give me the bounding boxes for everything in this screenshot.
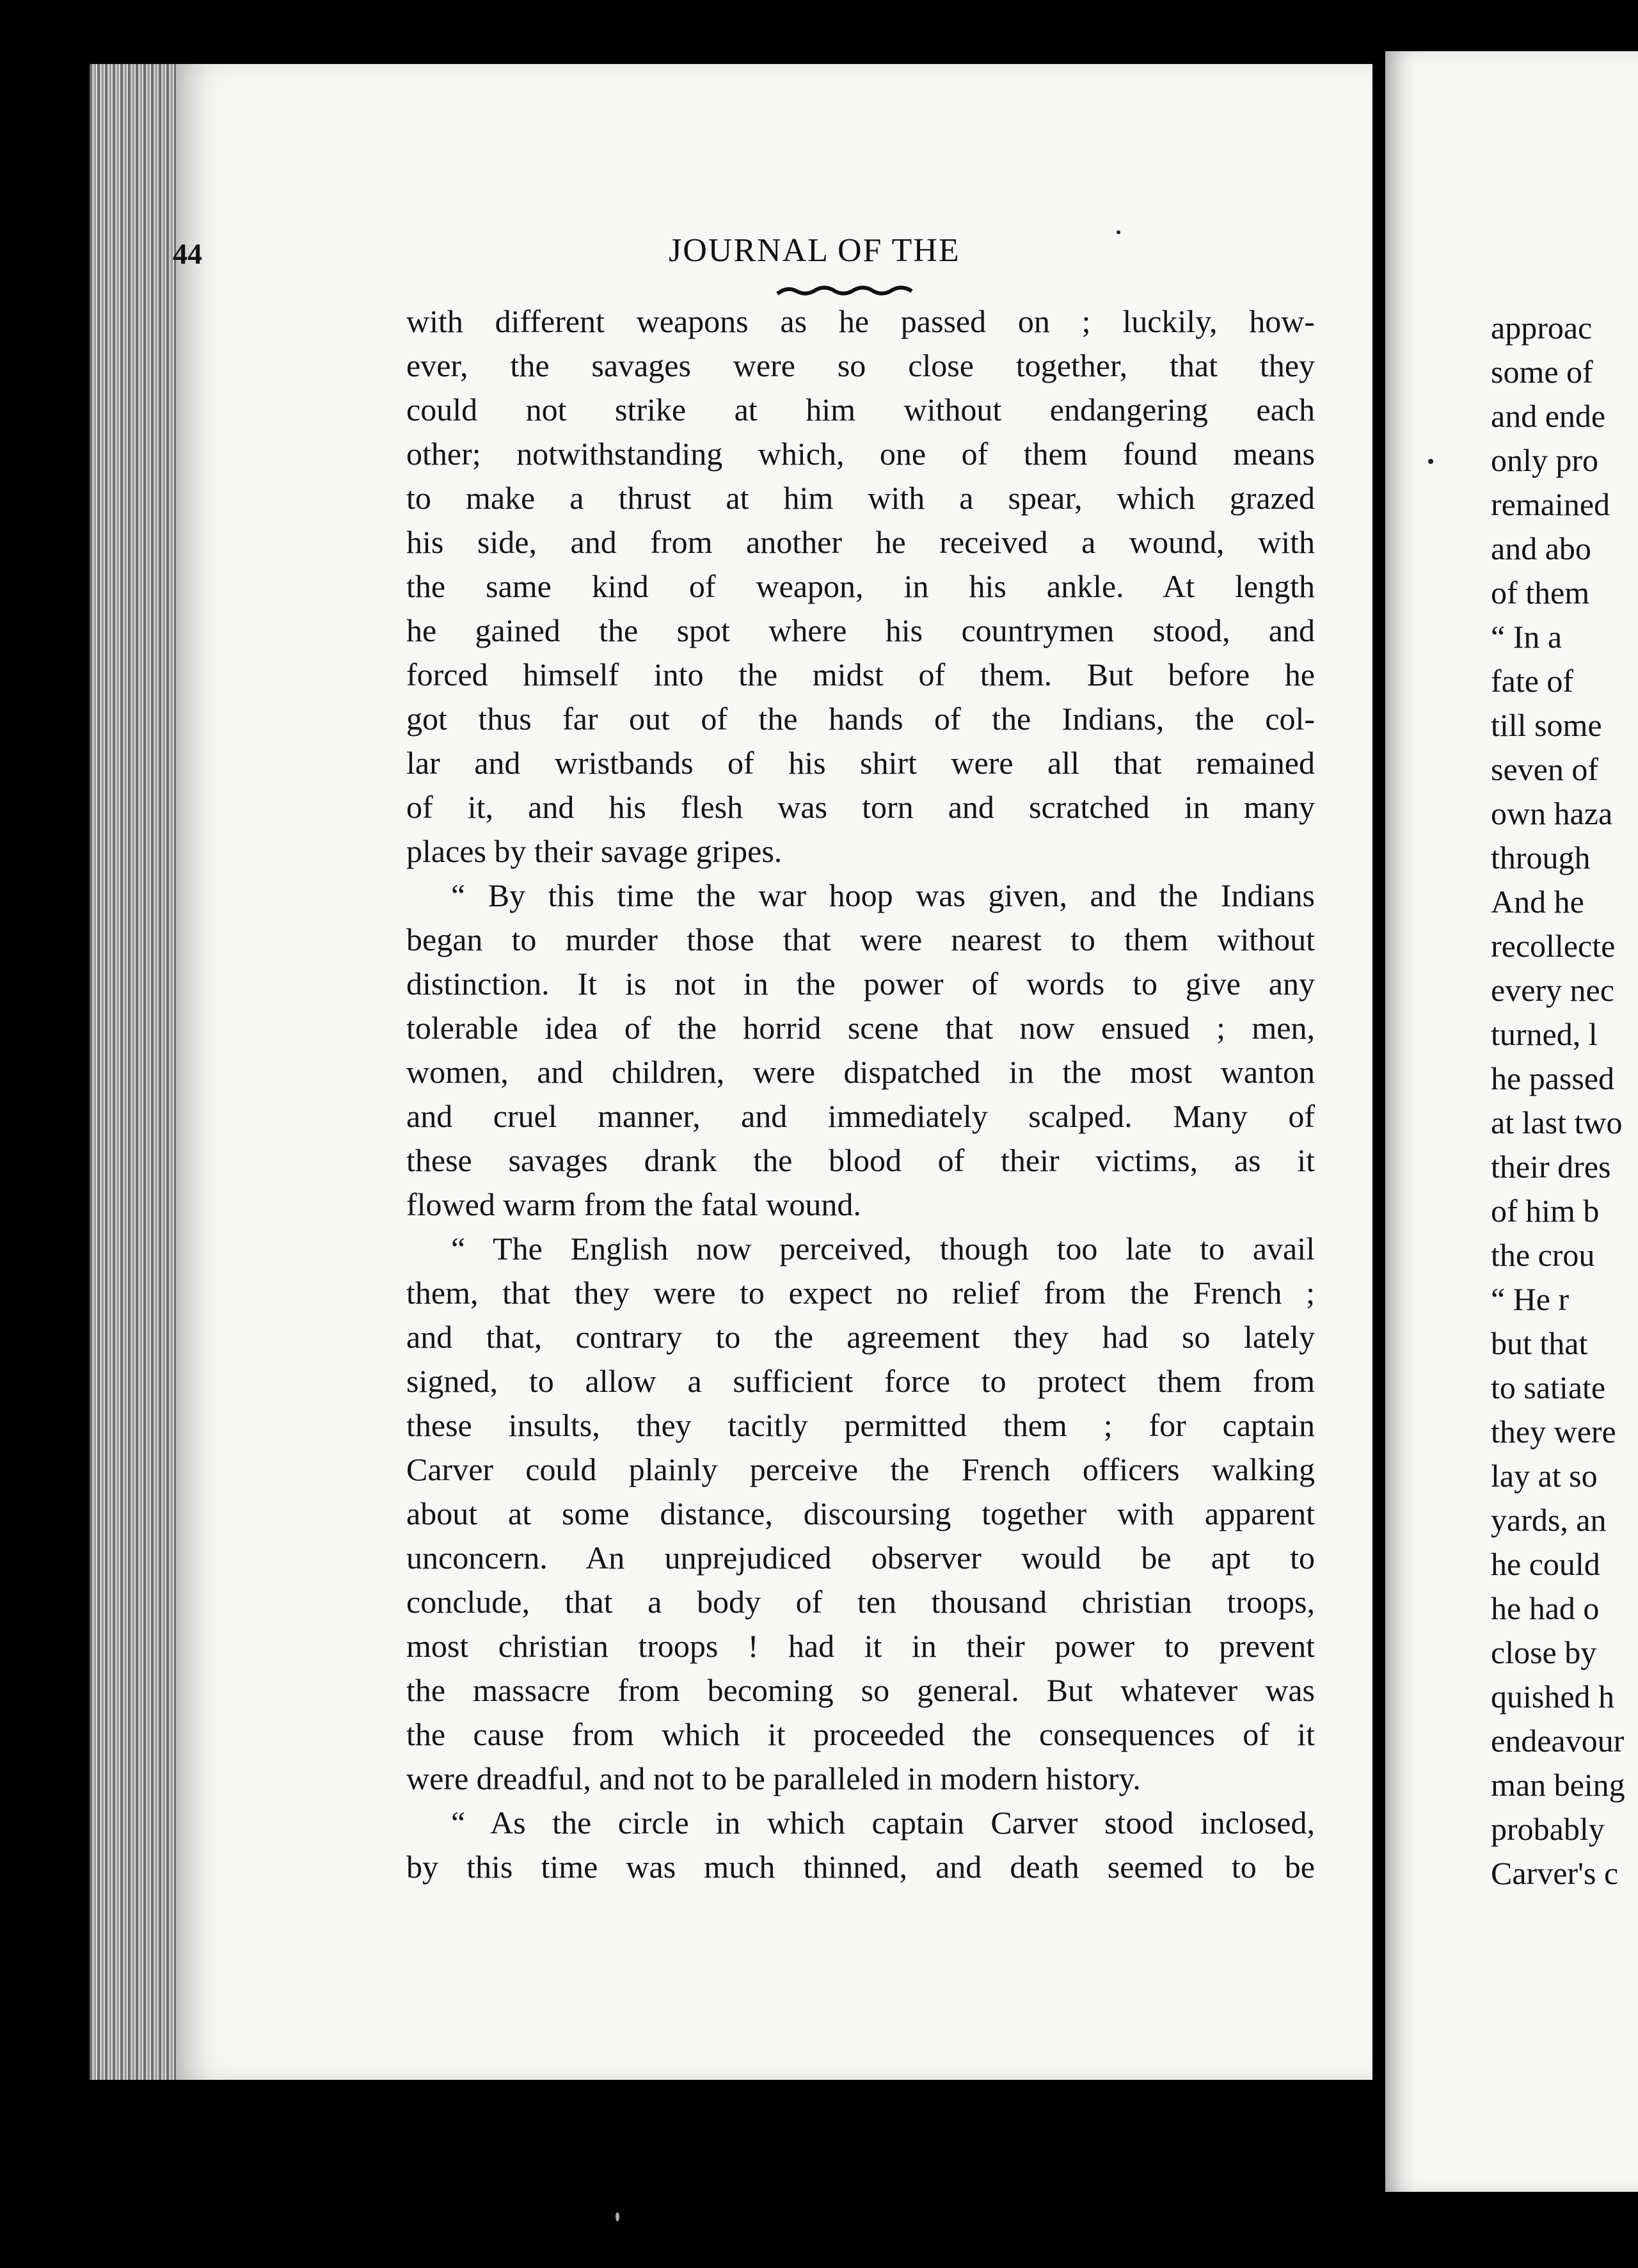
print-speck [1428, 459, 1433, 464]
text-line: were dreadful, and not to be paralleled in modern history. [406, 1761, 1141, 1796]
text-line: other; notwithstanding which, one of them found means [406, 436, 1315, 472]
running-head: JOURNAL OF THE [669, 232, 960, 269]
text-line: lar and wristbands of his shirt were all that remained [406, 745, 1315, 781]
text-line: and ende [1491, 398, 1606, 434]
text-line: the same kind of weapon, in his ankle. At length [406, 568, 1315, 604]
right-page-body-text [1491, 306, 1638, 1896]
text-line: could not strike at him without endangering each [406, 392, 1315, 427]
text-line: man being [1491, 1767, 1625, 1803]
print-speck [1117, 230, 1120, 234]
page-number: 44 [173, 237, 202, 270]
text-line: tolerable idea of the horrid scene that now ensued ; men, [406, 1010, 1315, 1046]
text-line: with different weapons as he passed on ; luckily, how- [406, 303, 1315, 339]
text-line: ever, the savages were so close together, that they [406, 347, 1315, 383]
text-line: remained [1491, 486, 1610, 522]
text-line: unconcern. An unprejudiced observer would be apt to [406, 1540, 1315, 1576]
text-line: probably [1491, 1811, 1605, 1847]
text-line: got thus far out of the hands of the Indians, the col- [406, 701, 1315, 737]
text-line: his side, and from another he received a wound, with [406, 524, 1315, 560]
text-line: to make a thrust at him with a spear, which grazed [406, 480, 1315, 516]
text-line: the massacre from becoming so general. But whatever was [406, 1672, 1315, 1708]
text-line: “ In a [1491, 619, 1562, 655]
text-line: by this time was much thinned, and death seemed to be [406, 1849, 1315, 1885]
text-line: “ As the circle in which captain Carver stood inclosed, [451, 1805, 1315, 1841]
text-line: fate of [1491, 663, 1574, 699]
text-line: and that, contrary to the agreement they had so lately [406, 1319, 1315, 1355]
text-line: Carver's c [1491, 1855, 1619, 1891]
text-line: endeavour [1491, 1723, 1625, 1759]
text-line: places by their savage gripes. [406, 833, 783, 869]
text-line: recollecte [1491, 928, 1616, 964]
text-line: And he [1491, 884, 1584, 920]
text-line: some of [1491, 354, 1593, 390]
text-line: conclude, that a body of ten thousand christian troops, [406, 1584, 1315, 1620]
text-line: women, and children, were dispatched in the most wanton [406, 1054, 1315, 1090]
text-line: signed, to allow a sufficient force to protect them from [406, 1363, 1315, 1399]
text-line: at last two [1491, 1105, 1623, 1140]
text-line: approac [1491, 310, 1593, 346]
text-line: through [1491, 840, 1591, 875]
text-line: their dres [1491, 1149, 1611, 1185]
text-line: yards, an [1491, 1502, 1607, 1538]
text-line: these savages drank the blood of their victims, as it [406, 1142, 1315, 1178]
text-line: these insults, they tacitly permitted them ; for captain [406, 1407, 1315, 1443]
text-line: distinction. It is not in the power of words to give any [406, 966, 1315, 1002]
text-line: only pro [1491, 442, 1599, 478]
text-line: of him b [1491, 1193, 1600, 1229]
text-line: “ By this time the war hoop was given, and the Indians [451, 877, 1315, 913]
text-line: them, that they were to expect no relief from the French ; [406, 1275, 1315, 1311]
text-line: most christian troops ! had it in their power to prevent [406, 1628, 1315, 1664]
text-line: about at some distance, discoursing together with apparent [406, 1496, 1315, 1531]
text-line: began to murder those that were nearest to them without [406, 922, 1315, 957]
text-line: the crou [1491, 1237, 1595, 1273]
header-ornament [774, 285, 921, 298]
text-line: of them [1491, 575, 1590, 611]
text-line: of it, and his flesh was torn and scratched in many [406, 789, 1315, 825]
text-line: and cruel manner, and immediately scalped. Many of [406, 1098, 1315, 1134]
text-line: they were [1491, 1414, 1616, 1449]
book-fore-edge [90, 64, 186, 2080]
text-line: he passed [1491, 1060, 1614, 1096]
text-line: till some [1491, 707, 1602, 743]
text-line: seven of [1491, 751, 1598, 787]
text-line: flowed warm from the fatal wound. [406, 1186, 861, 1222]
text-line: quished h [1491, 1679, 1615, 1714]
print-speck [616, 2212, 619, 2221]
text-line: every nec [1491, 972, 1614, 1008]
text-line: to satiate [1491, 1370, 1606, 1405]
text-line: but that [1491, 1325, 1588, 1361]
text-line: “ The English now perceived, though too late to avail [451, 1231, 1315, 1266]
text-line: forced himself into the midst of them. But before he [406, 657, 1315, 692]
text-line: “ He r [1491, 1281, 1570, 1317]
text-line: he had o [1491, 1590, 1600, 1626]
text-line: and abo [1491, 531, 1591, 566]
text-line: turned, l [1491, 1016, 1598, 1052]
left-page-body-text [406, 299, 1315, 1889]
text-line: he gained the spot where his countrymen stood, and [406, 612, 1315, 648]
text-line: lay at so [1491, 1458, 1598, 1494]
text-line: Carver could plainly perceive the French officers walking [406, 1451, 1315, 1487]
text-line: own haza [1491, 795, 1613, 831]
text-line: the cause from which it proceeded the consequences of it [406, 1716, 1315, 1752]
text-line: he could [1491, 1546, 1600, 1582]
text-line: close by [1491, 1634, 1597, 1670]
